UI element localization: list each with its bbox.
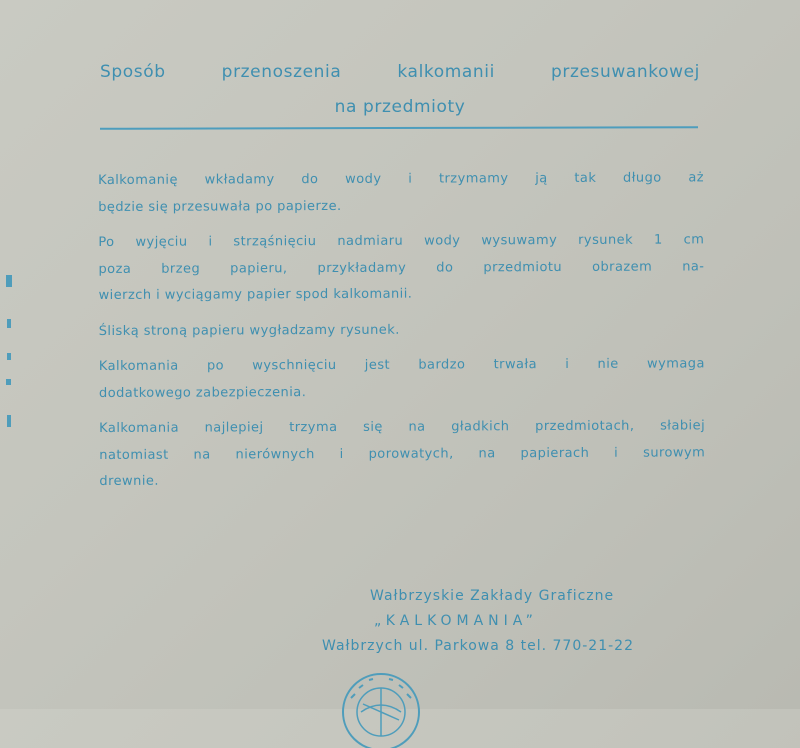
- company-address: Wałbrzych ul. Parkowa 8 tel. 770-21-22: [322, 638, 634, 654]
- brand-name: „KALKOMANIA”: [374, 613, 538, 629]
- text-line: Kalkomanię wkładamy do wody i trzymamy ją tak długo aż: [98, 170, 705, 188]
- edge-print-marks: [4, 275, 16, 435]
- text-line: Kalkomania najlepiej trzyma się na gładkich przedmiotach, słabiej: [99, 418, 706, 436]
- text-line: Po wyjęciu i strząśnięciu nadmiaru wody wysuwamy rysunek 1 cm: [98, 232, 705, 250]
- company-name: Wałbrzyskie Zakłady Graficzne: [370, 588, 615, 604]
- text-line: Śliską stroną papieru wygładzamy rysunek.: [98, 322, 400, 339]
- text-line: wierzch i wyciągamy papier spod kalkomanii.: [98, 286, 413, 303]
- text-line: poza brzeg papieru, przykładamy do przedmiotu obrazem na-: [98, 258, 705, 277]
- paragraph-1: [98, 165, 704, 221]
- publisher-signature: [322, 584, 722, 659]
- text-line: drewnie.: [99, 473, 159, 489]
- text-line: natomiast na nierównych i porowatych, na papierach i surowym: [99, 444, 706, 463]
- title-underline: [100, 126, 698, 130]
- text-line: Kalkomania po wyschnięciu jest bardzo trwała i nie wymaga: [98, 356, 705, 374]
- paragraph-2: [98, 227, 704, 309]
- made-in-poland-stamp-icon: [333, 668, 429, 748]
- text-line: będzie się przesuwała po papierze.: [98, 198, 342, 215]
- paragraph-4: [99, 351, 705, 407]
- document-title-line2: na przedmioty: [334, 97, 466, 117]
- document-title: Sposób przenoszenia kalkomanii przesuwankowej: [100, 62, 700, 82]
- paragraph-3: [99, 316, 705, 345]
- instructions-body: [98, 165, 705, 504]
- text-line: dodatkowego zabezpieczenia.: [98, 384, 307, 401]
- paragraph-5: [99, 413, 705, 495]
